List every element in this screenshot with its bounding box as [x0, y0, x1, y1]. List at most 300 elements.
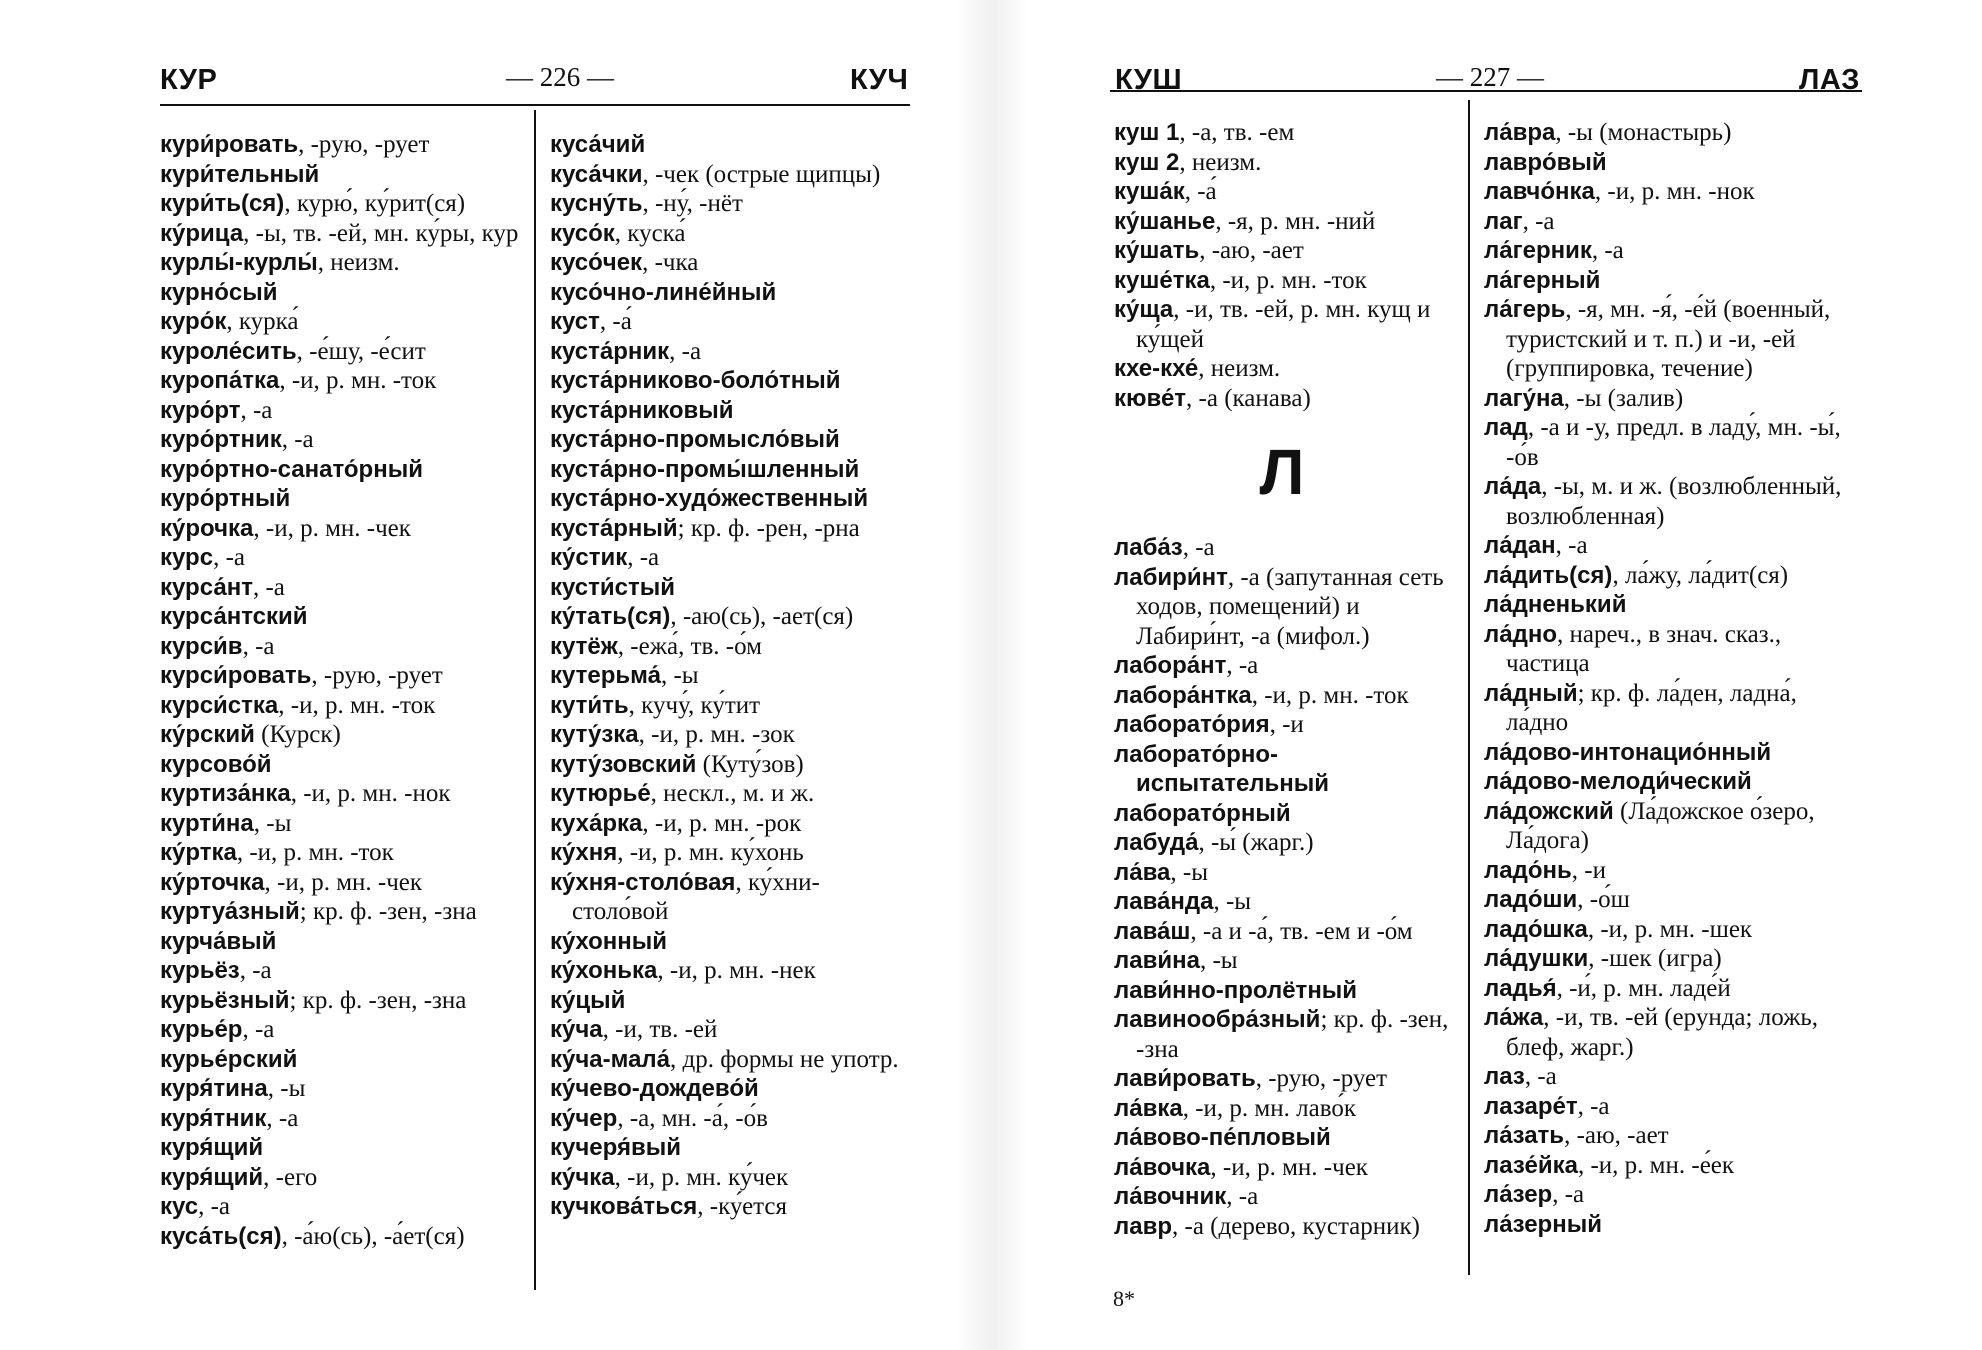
dictionary-entry	[550, 868, 912, 927]
dictionary-entry	[550, 396, 912, 426]
entry-headword: ку́ча-мала́	[550, 1045, 671, 1073]
entry-headword: ку́цый	[550, 986, 626, 1014]
entry-headword: кусо́чек	[550, 249, 643, 276]
entry-headword: курлы́-курлы́	[160, 249, 318, 276]
entry-headword: курсово́й	[160, 750, 272, 778]
dictionary-entry	[550, 691, 912, 721]
entry-headword: куря́щий	[160, 1134, 264, 1161]
entry-headword: ла́герный	[1484, 266, 1601, 294]
entry-grammar: , -а	[198, 1193, 231, 1220]
entry-grammar: (Курск)	[254, 721, 341, 748]
entry-grammar: , др. формы не употр.	[670, 1045, 899, 1073]
entry-grammar: , ла́жу, ла́дит(ся)	[1612, 561, 1789, 589]
entry-grammar: , курю́, ку́рит(ся)	[284, 190, 466, 217]
dictionary-entry	[550, 160, 912, 190]
entry-grammar: , -я, мн. -я́, -е́й (военный, туристский и т. п.) и -и, -ей (группировка, течение)	[1506, 296, 1831, 382]
entry-headword: кути́ть	[550, 691, 629, 719]
entry-headword: кучеря́вый	[550, 1134, 681, 1161]
entry-grammar: , -и́, р. мн. ладе́й	[1556, 974, 1731, 1002]
dictionary-entry	[1484, 1062, 1856, 1092]
entry-headword: ла́дно	[1484, 620, 1557, 648]
entry-headword: ла́вра	[1484, 119, 1556, 146]
entry-headword: лазе́йка	[1484, 1151, 1578, 1179]
entry-grammar: (Куту́зов)	[696, 750, 804, 778]
dictionary-entry	[1114, 533, 1460, 563]
entry-headword: кури́ть(ся)	[160, 190, 285, 217]
entry-headword: кус	[160, 1193, 199, 1220]
entry-headword: куту́зовский	[550, 750, 697, 778]
dictionary-entry	[1484, 738, 1856, 768]
entry-grammar: , -и, тв. -ей (ерунда; ложь, блеф, жарг.)	[1506, 1004, 1818, 1061]
entry-headword: лаборато́рия	[1114, 711, 1270, 738]
entry-grammar: , -а	[266, 1104, 299, 1132]
entry-grammar: ; кр. ф. -зен, -зна	[299, 898, 477, 925]
entry-grammar: , неизм.	[1179, 148, 1262, 176]
entry-headword: ладо́шка	[1484, 915, 1588, 943]
dictionary-entry	[550, 779, 912, 809]
entry-headword: лаба́з	[1114, 534, 1183, 561]
entry-headword: ладья́	[1484, 974, 1557, 1002]
entry-grammar: , -и, р. мн. -чек	[1210, 1153, 1368, 1181]
entry-headword: курса́нтский	[160, 603, 308, 630]
dictionary-entry	[160, 455, 525, 485]
entry-grammar: , -и, р. мн. -рок	[642, 809, 802, 837]
entry-headword: курча́вый	[160, 927, 277, 955]
entry-grammar: , -а	[1591, 237, 1624, 264]
left-page-column-2	[550, 130, 912, 1222]
entry-grammar: , -и	[1571, 856, 1606, 884]
entry-headword: курси́стка	[160, 691, 279, 719]
dictionary-entry	[550, 484, 912, 514]
entry-grammar: , -и, р. мн. -нек	[657, 957, 816, 984]
entry-headword: куса́чий	[550, 131, 646, 158]
entry-grammar: , -чек (острые щипцы)	[642, 160, 881, 188]
right-page	[991, 0, 1982, 1350]
dictionary-entry	[550, 189, 912, 219]
dictionary-entry	[550, 278, 912, 308]
entry-headword: куртуа́зный	[160, 898, 300, 925]
entry-grammar: ; кр. ф. -рен, -рна	[677, 514, 860, 542]
entry-headword: лава́нда	[1114, 888, 1214, 915]
dictionary-entry	[550, 248, 912, 278]
entry-grammar: , -а́	[599, 308, 632, 335]
dictionary-entry	[1114, 118, 1460, 148]
entry-headword: ла́душки	[1484, 945, 1589, 972]
dictionary-entry	[550, 219, 912, 249]
entry-grammar: , -ну́, -нёт	[642, 190, 743, 217]
dictionary-entry	[160, 1015, 525, 1045]
entry-grammar: , -о́ш	[1577, 886, 1630, 913]
entry-grammar: , -и	[1269, 711, 1304, 738]
header-rule	[160, 104, 910, 106]
entry-headword: кучкова́ться	[550, 1193, 698, 1220]
entry-grammar: , -я, р. мн. -ний	[1215, 207, 1376, 235]
dictionary-entry	[1484, 944, 1856, 974]
entry-headword: лабора́нтка	[1114, 681, 1252, 709]
dictionary-entry	[160, 514, 525, 544]
entry-headword: лавр	[1114, 1212, 1173, 1240]
entry-grammar: , -а (канава)	[1186, 384, 1311, 412]
dictionary-entry	[550, 573, 912, 603]
entry-headword: лабири́нт	[1114, 563, 1228, 591]
dictionary-entry	[160, 278, 525, 308]
dictionary-entry	[1484, 915, 1856, 945]
entry-headword: кюве́т	[1114, 384, 1187, 412]
entry-grammar: , неизм.	[317, 249, 400, 276]
entry-grammar: , нескл., м. и ж.	[650, 780, 815, 807]
dictionary-entry	[550, 1015, 912, 1045]
dictionary-entry	[160, 661, 525, 691]
entry-grammar: , -а	[242, 1016, 275, 1043]
dictionary-entry	[1114, 887, 1460, 917]
entry-headword: куро́ртно-санато́рный	[160, 455, 423, 483]
dictionary-entry	[1484, 1003, 1856, 1062]
entry-grammar: , -и, тв. -ей	[602, 1016, 718, 1043]
entry-grammar: , -ы	[267, 1075, 306, 1102]
entry-grammar: , -а (дерево, кустарник)	[1172, 1212, 1421, 1240]
entry-grammar: , -ы	[1199, 947, 1238, 974]
dictionary-entry	[1114, 651, 1460, 681]
entry-grammar: , -а	[1555, 532, 1588, 559]
dictionary-entry	[550, 455, 912, 485]
entry-headword: кутерьма́	[550, 662, 661, 689]
entry-headword: лабуда́	[1114, 829, 1199, 856]
dictionary-entry	[1114, 1212, 1460, 1242]
dictionary-entry	[550, 1163, 912, 1193]
entry-grammar: , -рую, -рует	[1255, 1065, 1388, 1092]
entry-headword: ладо́ши	[1484, 886, 1578, 913]
entry-grammar: , -и, р. мн. -нок	[1594, 178, 1755, 205]
entry-headword: куста́рный	[550, 514, 678, 542]
dictionary-entry	[1114, 354, 1460, 384]
dictionary-entry	[550, 956, 912, 986]
entry-headword: ла́зер	[1484, 1181, 1553, 1208]
entry-headword: кусо́к	[550, 219, 615, 247]
entry-headword: кусо́чно-лине́йный	[550, 278, 777, 306]
entry-grammar: , курка́	[226, 308, 299, 335]
entry-headword: лавчо́нка	[1484, 178, 1595, 205]
dictionary-entry	[550, 1192, 912, 1222]
entry-headword: лагу́на	[1484, 384, 1564, 412]
entry-headword: ла́дненький	[1484, 591, 1627, 618]
entry-headword: ла́зать	[1484, 1122, 1565, 1149]
dictionary-entry	[1114, 799, 1460, 829]
entry-headword: курье́рский	[160, 1045, 298, 1073]
entry-headword: ку́рица	[160, 219, 244, 247]
entry-grammar: , -ы	[660, 662, 699, 689]
entry-grammar: , -а́ю(сь), -а́ет(ся)	[281, 1222, 465, 1250]
dictionary-entry	[160, 956, 525, 986]
entry-grammar: , -и, р. мн. -чек	[253, 514, 411, 542]
left-page-number: — 226 —	[506, 62, 614, 92]
entry-grammar: , -и, р. мн. -ток	[279, 367, 437, 394]
entry-headword: куш 1	[1114, 119, 1180, 146]
entry-headword: лави́на	[1114, 947, 1200, 974]
dictionary-entry	[550, 632, 912, 662]
entry-headword: куту́зка	[550, 721, 639, 748]
entry-grammar: , -а́	[1184, 178, 1217, 205]
entry-headword: лавро́вый	[1484, 148, 1607, 176]
entry-headword: ку́рский	[160, 721, 255, 748]
entry-grammar: , -и, р. мн. -нок	[290, 780, 451, 807]
dictionary-entry	[550, 838, 912, 868]
dictionary-entry	[550, 986, 912, 1016]
dictionary-entry	[160, 543, 525, 573]
entry-grammar: , -аю(сь), -ает(ся)	[670, 603, 854, 630]
dictionary-entry	[550, 366, 912, 396]
entry-headword: кутёж	[550, 632, 618, 660]
entry-grammar: , -а	[669, 337, 702, 365]
entry-grammar: , нареч., в знач. сказ., частица	[1506, 620, 1782, 677]
entry-headword: ла́вочка	[1114, 1153, 1211, 1181]
section-letter: Л	[1259, 436, 1305, 509]
entry-headword: куря́щий	[160, 1163, 264, 1191]
entry-grammar: , неизм.	[1198, 355, 1281, 382]
entry-headword: ку́хня	[550, 839, 618, 866]
entry-headword: куро́ртник	[160, 426, 282, 453]
entry-headword: ла́дово-мелоди́ческий	[1484, 768, 1752, 795]
entry-headword: куше́тка	[1114, 266, 1210, 294]
entry-headword: лави́нно-пролётный	[1114, 976, 1358, 1004]
section-letter-block	[1114, 413, 1460, 533]
entry-grammar: , -а	[239, 957, 272, 984]
entry-headword: ла́зерный	[1484, 1210, 1602, 1238]
entry-headword: кутюрье́	[550, 780, 651, 807]
dictionary-entry	[1114, 1064, 1460, 1094]
entry-headword: куша́к	[1114, 178, 1185, 205]
entry-headword: ку́ртка	[160, 839, 237, 866]
entry-headword: курси́ровать	[160, 662, 312, 689]
dictionary-entry	[1114, 681, 1460, 711]
entry-headword: куха́рка	[550, 809, 643, 837]
entry-grammar: , -шек (игра)	[1588, 945, 1722, 972]
entry-headword: куса́чки	[550, 160, 643, 188]
entry-headword: куроле́сить	[160, 337, 297, 365]
entry-headword: куртиза́нка	[160, 780, 291, 807]
entry-grammar: , -а	[1522, 207, 1555, 235]
dictionary-entry	[1114, 946, 1460, 976]
entry-grammar: , -ку́ется	[697, 1193, 788, 1220]
entry-grammar: , -ы	[1170, 858, 1209, 886]
dictionary-entry	[160, 691, 525, 721]
entry-headword: куса́ть(ся)	[160, 1222, 282, 1250]
entry-headword: лад	[1484, 414, 1528, 441]
dictionary-entry	[1484, 797, 1856, 856]
dictionary-entry	[1484, 1210, 1856, 1240]
entry-grammar: ; кр. ф. -зен, -зна	[1136, 1006, 1449, 1063]
entry-grammar: , -ы́ (жарг.)	[1198, 829, 1314, 856]
dictionary-entry	[1484, 531, 1856, 561]
dictionary-entry	[550, 927, 912, 957]
dictionary-entry	[550, 307, 912, 337]
dictionary-entry	[1484, 413, 1856, 472]
entry-headword: ла́вово-пе́пловый	[1114, 1124, 1331, 1151]
dictionary-entry	[550, 130, 912, 160]
entry-headword: ла́дово-интонацио́нный	[1484, 738, 1772, 766]
dictionary-entry	[160, 838, 525, 868]
dictionary-entry	[1484, 1121, 1856, 1151]
entry-grammar: , -и, р. мн. лаво́к	[1182, 1094, 1356, 1122]
entry-headword: лазаре́т	[1484, 1092, 1578, 1120]
dictionary-entry	[1114, 295, 1460, 354]
entry-headword: кури́ровать	[160, 131, 299, 158]
entry-grammar: , -а	[1226, 652, 1259, 679]
dictionary-entry	[1484, 767, 1856, 797]
entry-headword: кхе-кхе́	[1114, 355, 1199, 382]
entry-grammar: , ку́хни-столо́вой	[572, 868, 820, 925]
entry-headword: ку́шать	[1114, 237, 1200, 264]
dictionary-entry	[160, 219, 525, 249]
entry-grammar: , -и, р. мн. -ток	[236, 839, 394, 866]
entry-headword: курс	[160, 544, 214, 571]
entry-headword: ку́хонный	[550, 927, 668, 955]
entry-grammar: (Ла́дожское о́зеро, Ла́дога)	[1506, 797, 1815, 854]
entry-grammar: , -его	[263, 1163, 318, 1191]
entry-headword: ку́стик	[550, 544, 628, 571]
right-page-column-1	[1114, 118, 1460, 1241]
dictionary-entry	[1114, 266, 1460, 296]
entry-grammar: , -и, р. мн. ку́чек	[614, 1163, 789, 1191]
entry-grammar: , -и, р. мн. -зок	[638, 721, 795, 748]
dictionary-entry	[1484, 561, 1856, 591]
dictionary-entry	[550, 750, 912, 780]
dictionary-entry	[1484, 974, 1856, 1004]
entry-grammar: , -а	[240, 396, 273, 424]
dictionary-entry	[1114, 563, 1460, 652]
dictionary-entry	[1114, 917, 1460, 947]
dictionary-entry	[160, 366, 525, 396]
dictionary-entry	[1484, 207, 1856, 237]
dictionary-entry	[550, 602, 912, 632]
entry-grammar: ; кр. ф. ла́ден, ладна́, ла́дно	[1506, 679, 1797, 736]
dictionary-entry	[550, 337, 912, 367]
entry-headword: ку́хня-столо́вая	[550, 868, 736, 896]
entry-grammar: , -и, р. мн. -ток	[1251, 681, 1409, 709]
entry-headword: ла́дный	[1484, 679, 1578, 707]
dictionary-entry	[160, 897, 525, 927]
entry-headword: лаборато́рный	[1114, 799, 1291, 827]
dictionary-entry	[160, 1045, 525, 1075]
entry-headword: ку́ща	[1114, 296, 1174, 323]
entry-headword: куста́рниковый	[550, 396, 734, 424]
header-rule	[1110, 90, 1862, 92]
dictionary-entry	[160, 248, 525, 278]
dictionary-entry	[550, 1133, 912, 1163]
dictionary-entry	[1114, 177, 1460, 207]
entry-headword: ла́вочник	[1114, 1183, 1227, 1210]
entry-headword: ла́да	[1484, 473, 1542, 500]
entry-grammar: , -ы, тв. -ей, мн. ку́ры, кур	[243, 219, 519, 247]
dictionary-entry	[1114, 740, 1460, 799]
dictionary-entry	[1114, 1123, 1460, 1153]
entry-grammar: , -а	[627, 544, 660, 571]
dictionary-entry	[1484, 885, 1856, 915]
dictionary-entry	[1484, 118, 1856, 148]
dictionary-entry	[160, 307, 525, 337]
entry-grammar: , -и, р. мн. -ток	[1209, 266, 1367, 294]
entry-headword: ла́герник	[1484, 237, 1592, 264]
dictionary-entry	[550, 809, 912, 839]
dictionary-entry	[1484, 590, 1856, 620]
entry-grammar: , -ы (монастырь)	[1555, 119, 1732, 146]
dictionary-entry	[1484, 856, 1856, 886]
dictionary-entry	[160, 809, 525, 839]
dictionary-entry	[160, 927, 525, 957]
dictionary-entry	[160, 1163, 525, 1193]
entry-headword: куро́к	[160, 308, 227, 335]
entry-grammar: , -а, мн. -а́, -о́в	[617, 1104, 768, 1132]
dictionary-entry	[1114, 1094, 1460, 1124]
dictionary-entry	[1484, 148, 1856, 178]
entry-grammar: , -а	[213, 544, 245, 571]
entry-grammar: , -а	[1524, 1063, 1557, 1090]
entry-grammar: , -и, р. мн. -шек	[1587, 915, 1753, 943]
dictionary-entry	[160, 189, 525, 219]
entry-grammar: , -ы	[253, 809, 292, 837]
column-divider	[1468, 100, 1470, 1275]
entry-grammar: , -рую, -рует	[311, 662, 443, 689]
entry-headword: ла́вка	[1114, 1094, 1183, 1122]
entry-grammar: , -и, тв. -ей, р. мн. кущ и ку́щей	[1136, 296, 1431, 353]
entry-grammar: , -аю, -ает	[1199, 237, 1304, 264]
entry-grammar: , кучу́, ку́тит	[628, 691, 761, 719]
entry-grammar: , -а	[1182, 534, 1215, 561]
entry-headword: кусну́ть	[550, 190, 643, 217]
entry-headword: ла́герь	[1484, 296, 1566, 323]
dictionary-entry	[550, 425, 912, 455]
entry-grammar: , -а	[1577, 1092, 1610, 1120]
dictionary-entry	[1114, 236, 1460, 266]
dictionary-entry	[160, 779, 525, 809]
dictionary-entry	[550, 661, 912, 691]
dictionary-entry	[550, 543, 912, 573]
entry-headword: лабора́нт	[1114, 652, 1227, 679]
entry-headword: ку́тать(ся)	[550, 603, 671, 630]
dictionary-entry	[1114, 1005, 1460, 1064]
dictionary-entry	[1484, 236, 1856, 266]
entry-grammar: , -аю, -ает	[1564, 1122, 1669, 1149]
dictionary-entry	[550, 1074, 912, 1104]
entry-headword: ку́чка	[550, 1163, 615, 1191]
dictionary-entry	[1484, 1092, 1856, 1122]
dictionary-entry	[160, 425, 525, 455]
entry-headword: куст	[550, 308, 600, 335]
entry-headword: курье́р	[160, 1016, 243, 1043]
entry-grammar: , куска́	[614, 219, 686, 247]
dictionary-entry	[1484, 177, 1856, 207]
entry-headword: ла́дить(ся)	[1484, 561, 1613, 589]
dictionary-entry	[1484, 1151, 1856, 1181]
entry-headword: ку́ча	[550, 1016, 603, 1043]
entry-grammar: , -и, р. мн. -е́ек	[1577, 1151, 1735, 1179]
entry-headword: ла́ва	[1114, 858, 1171, 886]
entry-headword: ла́дожский	[1484, 797, 1614, 825]
entry-grammar: , -а (запутанная сеть ходов, помещений) и Лабири́нт, -а (мифол.)	[1136, 563, 1444, 650]
entry-headword: лаборато́рно-испытательный	[1114, 740, 1330, 797]
dictionary-entry	[550, 720, 912, 750]
dictionary-entry	[160, 396, 525, 426]
dictionary-entry	[160, 602, 525, 632]
entry-headword: лавинообра́зный	[1114, 1006, 1321, 1033]
dictionary-entry	[160, 1104, 525, 1134]
column-divider	[534, 110, 536, 1290]
dictionary-entry	[160, 1133, 525, 1163]
dictionary-entry	[160, 868, 525, 898]
left-page-column-1	[160, 130, 525, 1251]
entry-grammar: , -и, р. мн. ку́хонь	[617, 839, 804, 866]
dictionary-entry	[1114, 828, 1460, 858]
entry-grammar: , -а	[252, 573, 285, 601]
